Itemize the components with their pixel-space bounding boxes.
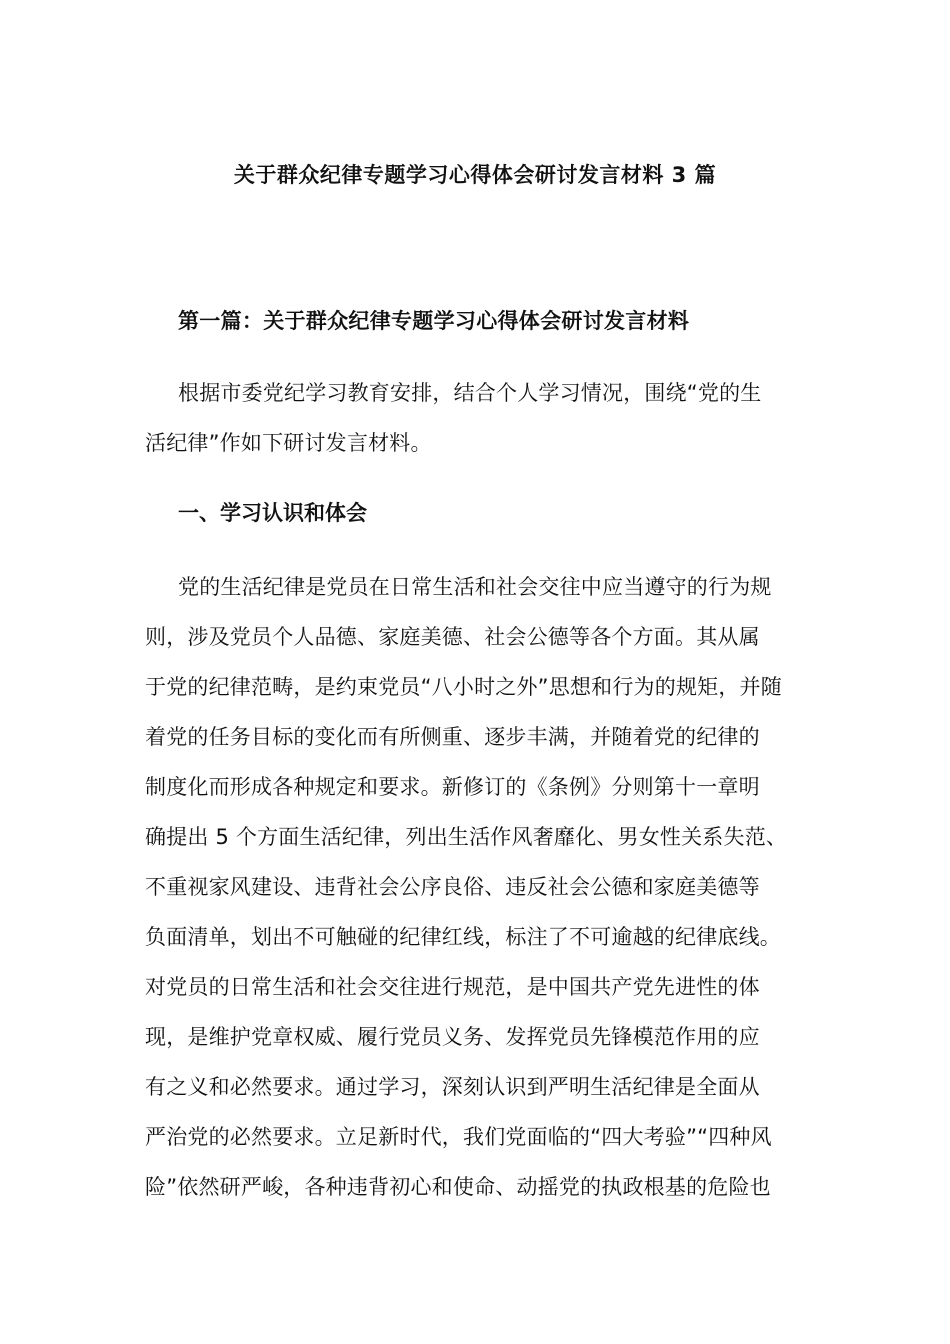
paragraph-line: 严治党的必然要求。立足新时代，我们党面临的“四大考验”“四种风 bbox=[145, 1125, 772, 1149]
paragraph-line: 负面清单，划出不可触碰的纪律红线，标注了不可逾越的纪律底线。 bbox=[145, 925, 781, 949]
paragraph-line: 对党员的日常生活和社会交往进行规范，是中国共产党先进性的体 bbox=[145, 975, 760, 999]
paragraph-line: 有之义和必然要求。通过学习，深刻认识到严明生活纪律是全面从 bbox=[145, 1075, 760, 1099]
document-title: 关于群众纪律专题学习心得体会研讨发言材料 3 篇 bbox=[233, 163, 717, 187]
paragraph-line: 确提出 5 个方面生活纪律，列出生活作风奢靡化、男女性关系失范、 bbox=[145, 825, 788, 849]
paragraph-line: 险”依然研严峻，各种违背初心和使命、动摇党的执政根基的危险也 bbox=[145, 1175, 771, 1199]
paragraph-line: 则，涉及党员个人品德、家庭美德、社会公德等各个方面。其从属 bbox=[145, 625, 760, 649]
paragraph-line: 活纪律”作如下研讨发言材料。 bbox=[145, 431, 432, 455]
heading-one: 一、学习认识和体会 bbox=[178, 501, 367, 525]
paragraph-line: 根据市委党纪学习教育安排，结合个人学习情况，围绕“党的生 bbox=[178, 381, 762, 405]
paragraph-line: 不重视家风建设、违背社会公序良俗、违反社会公德和家庭美德等 bbox=[145, 875, 760, 899]
intro-paragraph bbox=[145, 368, 810, 468]
body-paragraph bbox=[145, 562, 810, 1212]
section-title: 第一篇：关于群众纪律专题学习心得体会研讨发言材料 bbox=[178, 309, 690, 333]
paragraph-line: 着党的任务目标的变化而有所侧重、逐步丰满，并随着党的纪律的 bbox=[145, 725, 760, 749]
paragraph-line: 党的生活纪律是党员在日常生活和社会交往中应当遵守的行为规 bbox=[178, 575, 772, 599]
paragraph-line: 现，是维护党章权威、履行党员义务、发挥党员先锋模范作用的应 bbox=[145, 1025, 760, 1049]
paragraph-line: 制度化而形成各种规定和要求。新修订的《条例》分则第十一章明 bbox=[145, 775, 760, 799]
paragraph-line: 于党的纪律范畴，是约束党员“八小时之外”思想和行为的规矩，并随 bbox=[145, 675, 782, 699]
